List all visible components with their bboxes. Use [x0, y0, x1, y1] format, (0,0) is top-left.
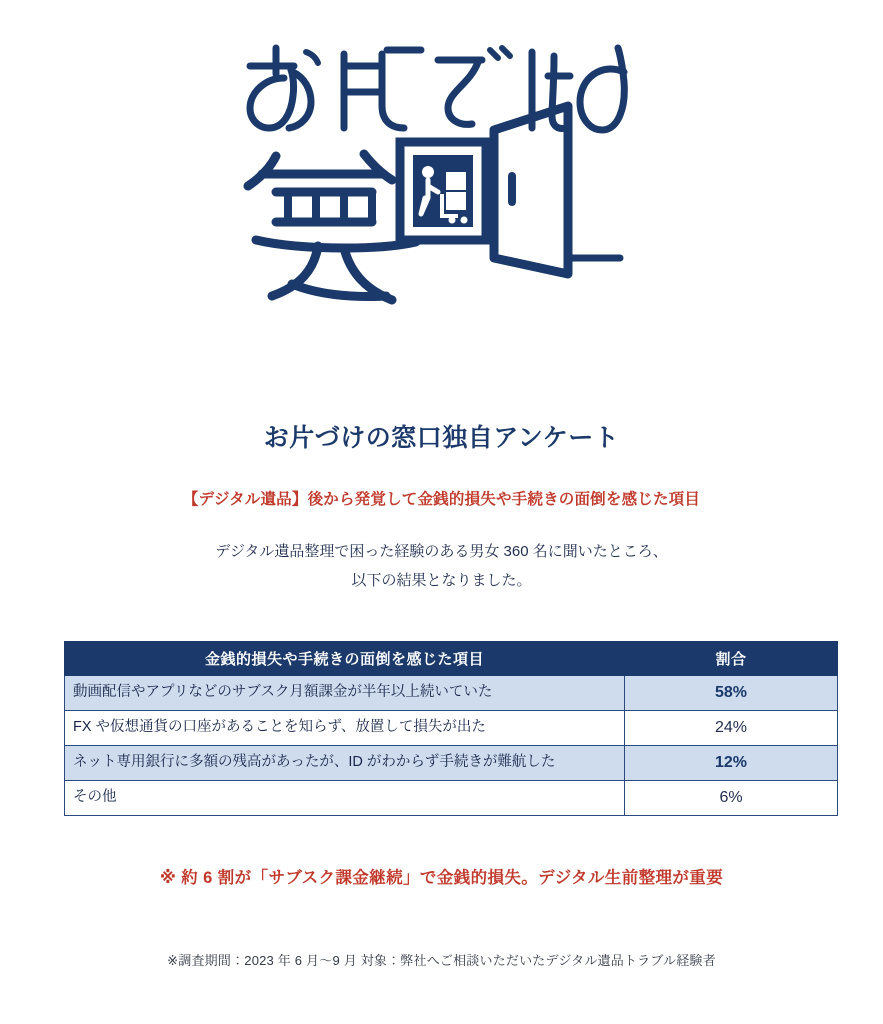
table-cell-item: ネット専用銀行に多額の残高があったが、ID がわからず手続きが難航した [65, 746, 625, 781]
table-cell-rate: 12% [625, 746, 838, 781]
survey-lead-line1: デジタル遺品整理で困った経験のある男女 360 名に聞いたところ、 [215, 543, 668, 561]
table-header-rate: 割合 [625, 642, 838, 676]
logo-text-line2 [248, 154, 416, 300]
page-title: お片づけの窓口独自アンケート [263, 424, 620, 452]
survey-section [0, 422, 883, 969]
footnote-text: ※調査期間：2023 年 6 月〜9 月 対象：弊社へご相談いただいたデジタル遺品トラブル経験者 [167, 953, 716, 969]
conclusion-text: ※ 約 6 割が「サブスク課金継続」で金銭的損失。デジタル生前整理が重要 [159, 869, 724, 888]
table-row [65, 676, 838, 711]
table-cell-rate: 58% [625, 676, 838, 711]
table-row [65, 711, 838, 746]
survey-lead [64, 538, 819, 595]
table-row [65, 746, 838, 781]
table-cell-item: その他 [65, 781, 625, 816]
table-header-item: 金銭的損失や手続きの面倒を感じた項目 [65, 642, 625, 676]
brand-logo [0, 0, 883, 326]
table-cell-rate: 24% [625, 711, 838, 746]
results-table-head [65, 642, 838, 676]
survey-lead-line2: 以下の結果となりました。 [351, 571, 532, 589]
results-table-body [65, 676, 838, 816]
results-table [64, 641, 838, 816]
table-cell-rate: 6% [625, 781, 838, 816]
table-cell-item: FX や仮想通貨の口座があることを知らず、放置して損失が出た [65, 711, 625, 746]
table-header-row [65, 642, 838, 676]
survey-subtitle: 【デジタル遺品】後から発覚して金銭的損失や手続きの面倒を感じた項目 [182, 490, 701, 508]
logo-artwork [232, 26, 652, 326]
table-row [65, 781, 838, 816]
table-cell-item: 動画配信やアプリなどのサブスク月額課金が半年以上続いていた [65, 676, 625, 711]
results-table-wrapper [64, 641, 819, 816]
